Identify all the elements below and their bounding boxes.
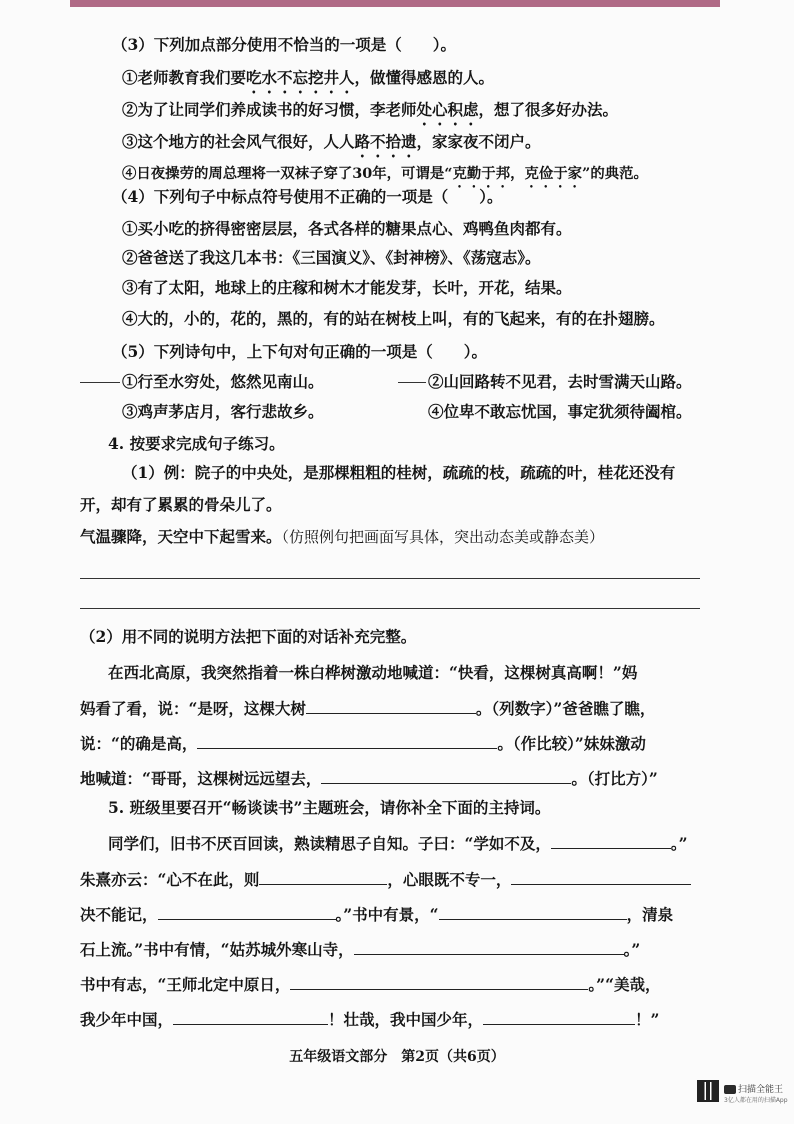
q3-option-4: ④日夜操劳的周总理将一双袜子穿了30年，可谓是“克勤于邦，克俭于家”的典范。: [122, 165, 648, 182]
q3-option-3: ③这个地方的社会风气很好，人人路不拾遗，家家夜不闭户。: [122, 132, 541, 151]
scanner-watermark: 扫描全能王: [724, 1082, 783, 1095]
section-4-title: 4. 按要求完成句子练习。: [108, 434, 285, 453]
q5-title: （5）下列诗句中，上下句对句正确的一项是（ ）。: [112, 342, 488, 361]
host-line-5: 书中有志，“王师北定中原日， 。”“美哉，: [80, 975, 661, 994]
scan-rule: [80, 382, 120, 383]
q3-option-1: ①老师教育我们要吃水不忘挖井人，做懂得感恩的人。: [122, 68, 495, 87]
q3-option-2: ②为了让同学们养成读书的好习惯，李老师处心积虑，想了很多好办法。: [122, 100, 619, 119]
scan-rule: [398, 382, 426, 383]
qr-code-icon: [697, 1080, 719, 1102]
host-line-4: 石上流。”书中有情，“姑苏城外寒山寺， 。”: [80, 940, 641, 959]
blank-2[interactable]: [259, 868, 387, 885]
host-line-1: 同学们，旧书不厌百回读，熟读精思子自知。子曰：“学如不及， 。”: [108, 834, 688, 853]
blank-4[interactable]: [158, 903, 336, 920]
q4-option-1: ①买小吃的挤得密密层层，各式各样的糖果点心、鸡鸭鱼肉都有。: [122, 219, 572, 238]
section-4-part-2-title: （2）用不同的说明方法把下面的对话补充完整。: [80, 627, 417, 646]
blank-7[interactable]: [290, 973, 588, 990]
page-top-bar: [70, 0, 720, 7]
example-line-1: （1）例：院子的中央处，是那棵粗粗的桂树，疏疏的枝，疏疏的叶，桂花还没有: [122, 463, 676, 482]
rewrite-prompt: 气温骤降，天空中下起雪来。（仿照例句把画面写具体，突出动态美或静态美）: [80, 527, 605, 546]
dialog-line-4: 地喊道：“哥哥，这棵树远远望去， 。（打比方）”: [80, 769, 658, 788]
emphasis-dots: 路不拾遗: [354, 132, 417, 151]
dialog-line-3: 说：“的确是高， 。（作比较）”妹妹激动: [80, 734, 646, 753]
blank-numbers[interactable]: [306, 697, 476, 714]
host-line-3: 决不能记， 。”书中有景，“ ，清泉: [80, 905, 674, 924]
blank-5[interactable]: [439, 903, 627, 920]
scanner-watermark-sub: 3亿人都在用的扫描App: [724, 1097, 788, 1104]
emphasis-dots: 克勤于邦，克俭于家: [452, 165, 583, 182]
dialog-line-2: 妈看了看，说：“是呀，这棵大树 。（列数字）”爸爸瞧了瞧，: [80, 699, 656, 718]
scanner-logo-icon: [724, 1085, 736, 1094]
emphasis-dots: 处心积虑: [416, 100, 479, 119]
answer-line-1[interactable]: [80, 578, 700, 579]
q5-option-2: ②山回路转不见君，去时雪满天山路。: [428, 372, 692, 391]
dialog-line-1: 在西北高原，我突然指着一株白桦树激动地喊道：“快看，这棵树真高啊！”妈: [108, 663, 638, 682]
blank-3[interactable]: [511, 868, 691, 885]
answer-line-2[interactable]: [80, 608, 700, 609]
page-footer: 五年级语文部分 第2页（共6页）: [289, 1049, 505, 1065]
q4-option-2: ②爸爸送了我这几本书：《三国演义》、《封神榜》、《荡寇志》。: [122, 248, 541, 267]
host-line-6: 我少年中国， ！壮哉，我中国少年， ！”: [80, 1010, 660, 1029]
q5-option-3: ③鸡声茅店月，客行悲故乡。: [122, 402, 324, 421]
blank-comparison[interactable]: [197, 732, 497, 749]
blank-1[interactable]: [551, 832, 671, 849]
q4-option-4: ④大的，小的，花的，黑的，有的站在树枝上叫，有的飞起来，有的在扑翅膀。: [122, 309, 665, 328]
blank-9[interactable]: [483, 1008, 635, 1025]
section-5-title: 5. 班级里要召开“畅谈读书”主题班会，请你补全下面的主持词。: [108, 798, 551, 817]
blank-6[interactable]: [354, 938, 624, 955]
host-line-2: 朱熹亦云：“心不在此，则 ，心眼既不专一，: [80, 868, 691, 891]
emphasis-dots: 吃水不忘挖井人: [246, 68, 355, 87]
q3-title: （3）下列加点部分使用不恰当的一项是（ ）。: [112, 35, 457, 54]
q5-option-1: ①行至水穷处，悠然见南山。: [122, 372, 324, 391]
example-line-2: 开，却有了累累的骨朵儿了。: [80, 495, 282, 514]
blank-8[interactable]: [173, 1008, 328, 1025]
q5-option-4: ④位卑不敢忘忧国，事定犹须待阖棺。: [428, 402, 692, 421]
q4-option-3: ③有了太阳，地球上的庄稼和树木才能发芽，长叶，开花，结果。: [122, 278, 572, 297]
q4-title: （4）下列句子中标点符号使用不正确的一项是（ ）。: [112, 187, 503, 206]
blank-metaphor[interactable]: [321, 767, 571, 784]
